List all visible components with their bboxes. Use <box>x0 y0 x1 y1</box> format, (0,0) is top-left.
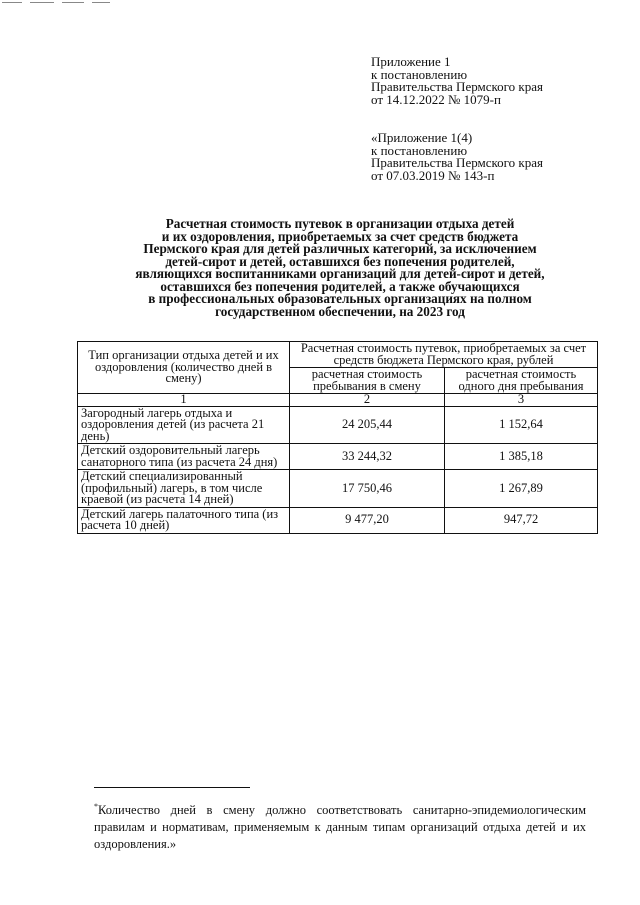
row-organization-type: Загородный лагерь отдыха и оздоровления детей (из расчета 21 день) <box>78 406 290 444</box>
title-line: в профессиональных образовательных организациях на полном <box>148 291 532 306</box>
title-line: являющихся воспитанниками организаций для детей-сирот и детей, <box>135 266 545 281</box>
row-day-cost: 1 152,64 <box>445 406 598 444</box>
header-stay-cost: расчетная стоимость пребывания в смену <box>290 368 445 394</box>
row-organization-type: Детский специализированный (профильный) лагерь, в том числе краевой (из расчета 14 дней) <box>78 470 290 508</box>
document-title <box>70 218 610 318</box>
title-line: и их оздоровления, приобретаемых за счет средств бюджета <box>161 228 519 244</box>
row-day-cost: 1 385,18 <box>445 444 598 470</box>
appendix-reference-previous <box>371 132 543 182</box>
row-day-cost: 1 267,89 <box>445 470 598 508</box>
column-number: 3 <box>445 394 598 407</box>
title-line: государственном обеспечении, на 2023 год <box>215 303 465 319</box>
table-column-numbers-row <box>78 394 598 407</box>
page-edge-marks <box>0 0 120 8</box>
title-line: детей-сирот и детей, оставшихся без попечения родителей, <box>165 253 515 269</box>
footnote-text: Количество дней в смену должно соответствовать санитарно-эпидемиологическим правилам и нормативам, применяемым к данным типам организаций отдыха детей и их оздоровления.» <box>94 803 586 852</box>
cost-table <box>77 341 598 534</box>
header-voucher-cost: Расчетная стоимость путевок, приобретаемых за счет средств бюджета Пермского края, рублей <box>290 342 598 368</box>
row-organization-type: Детский оздоровительный лагерь санаторного типа (из расчета 24 дня) <box>78 444 290 470</box>
table-row <box>78 470 598 508</box>
row-stay-cost: 17 750,46 <box>290 470 445 508</box>
table-header-row <box>78 342 598 368</box>
column-number: 2 <box>290 394 445 407</box>
column-number: 1 <box>78 394 290 407</box>
appendix-line: Правительства Пермского края <box>371 155 543 170</box>
table-row <box>78 444 598 470</box>
title-line: Расчетная стоимость путевок в организации отдыха детей <box>165 216 515 231</box>
appendix-line: от 14.12.2022 № 1079-п <box>371 91 501 107</box>
row-stay-cost: 24 205,44 <box>290 406 445 444</box>
row-organization-type: Детский лагерь палаточного типа (из расчета 10 дней) <box>78 507 290 533</box>
footnote-mark: * <box>94 802 98 811</box>
table-row <box>78 507 598 533</box>
appendix-reference-current <box>371 56 543 106</box>
header-organization-type: Тип организации отдыха детей и их оздоровления (количество дней в смену) <box>78 342 290 394</box>
row-stay-cost: 33 244,32 <box>290 444 445 470</box>
appendix-line: к постановлению <box>371 66 468 82</box>
row-day-cost: 947,72 <box>445 507 598 533</box>
appendix-line: к постановлению <box>371 142 468 158</box>
title-line: оставшихся без попечения родителей, а также обучающихся <box>160 278 520 294</box>
appendix-line: Правительства Пермского края <box>371 79 543 94</box>
title-line: Пермского края для детей различных категорий, за исключением <box>143 241 537 256</box>
appendix-line: «Приложение 1(4) <box>371 130 473 145</box>
footnote-separator <box>94 787 250 788</box>
table-row <box>78 406 598 444</box>
footnote <box>94 798 586 853</box>
row-stay-cost: 9 477,20 <box>290 507 445 533</box>
appendix-line: от 07.03.2019 № 143-п <box>371 167 495 183</box>
appendix-line: Приложение 1 <box>371 54 451 69</box>
header-day-cost: расчетная стоимость одного дня пребывания <box>445 368 598 394</box>
